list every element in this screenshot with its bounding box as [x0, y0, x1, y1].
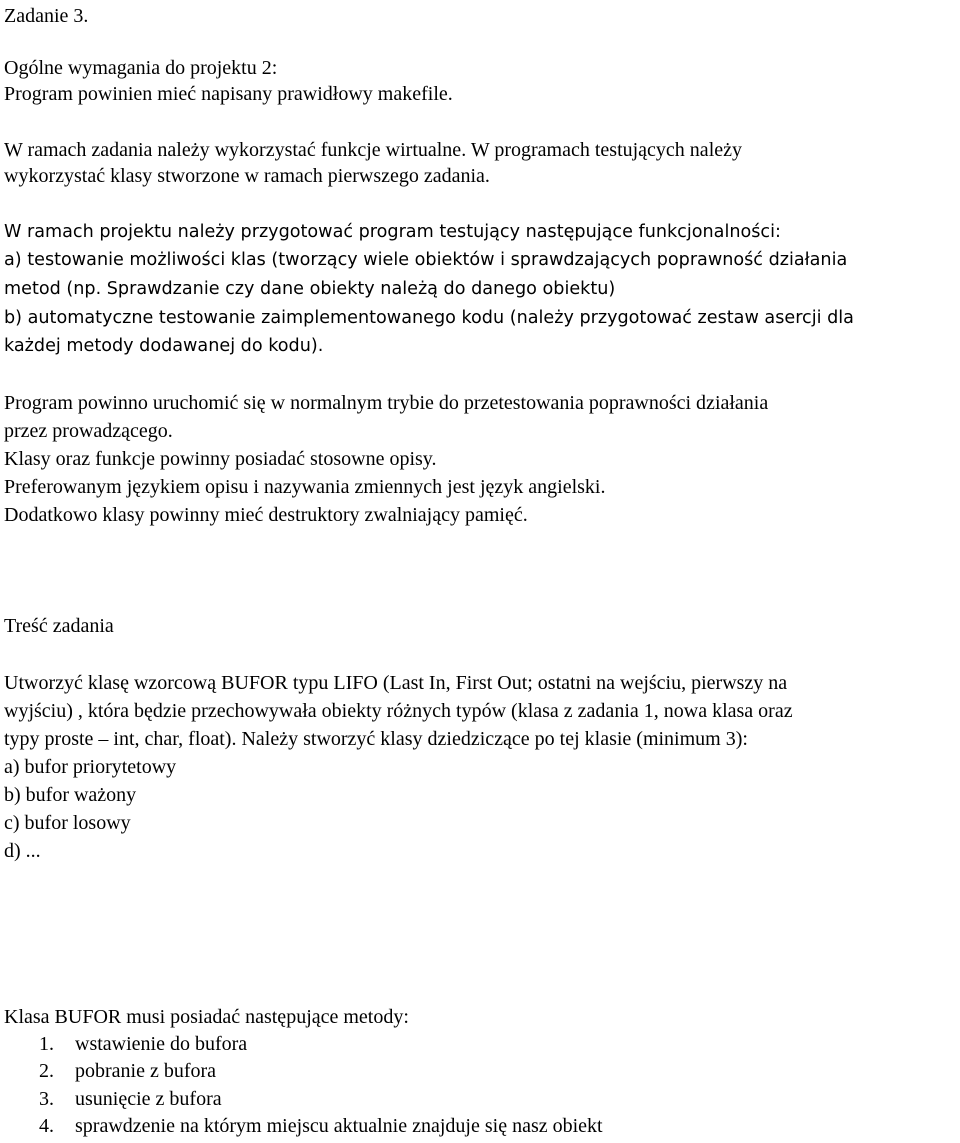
task-heading: Treść zadania: [4, 615, 114, 637]
project-line-4: b) automatyczne testowanie zaimplementowanego kodu (należy przygotować zestaw asercji dla: [4, 308, 854, 328]
buffer-type-item: b) bufor ważony: [4, 784, 137, 806]
project-line-1: W ramach projektu należy przygotować program testujący następujące funkcjonalności:: [4, 222, 781, 242]
method-text: wstawienie do bufora: [75, 1033, 248, 1055]
method-text: usunięcie z bufora: [75, 1088, 222, 1110]
task-line-3: typy proste – int, char, float). Należy stworzyć klasy dziedziczące po tej klasie (minimum 3):: [4, 728, 748, 750]
descriptions-requirement: Klasy oraz funkcje powinny posiadać stosowne opisy.: [4, 448, 437, 470]
buffer-type-item: a) bufor priorytetowy: [4, 756, 177, 778]
buffer-type-item: d) ...: [4, 840, 41, 862]
project-line-5: każdej metody dodawanej do kodu).: [4, 336, 324, 356]
virtual-functions-line-2: wykorzystać klasy stworzone w ramach pierwszego zadania.: [4, 165, 490, 187]
method-number: 1.: [39, 1033, 54, 1055]
buffer-type-item: c) bufor losowy: [4, 812, 131, 834]
program-run-line-2: przez prowadzącego.: [4, 420, 173, 442]
method-text: sprawdzenie na którym miejscu aktualnie znajduje się nasz obiekt: [75, 1115, 603, 1137]
method-text: pobranie z bufora: [75, 1060, 217, 1082]
general-requirements-heading: Ogólne wymagania do projektu 2:: [4, 57, 278, 79]
language-requirement: Preferowanym językiem opisu i nazywania zmiennych jest język angielski.: [4, 476, 606, 498]
project-line-3: metod (np. Sprawdzanie czy dane obiekty należą do danego obiektu): [4, 279, 616, 299]
task-line-1: Utworzyć klasę wzorcową BUFOR typu LIFO (Last In, First Out; ostatni na wejściu, pierwszy na: [4, 672, 788, 694]
method-number: 4.: [39, 1115, 54, 1137]
project-line-2: a) testowanie możliwości klas (tworzący wiele obiektów i sprawdzających poprawność działania: [4, 250, 848, 270]
destructors-requirement: Dodatkowo klasy powinny mieć destruktory zwalniający pamięć.: [4, 504, 528, 526]
method-number: 2.: [39, 1060, 54, 1082]
virtual-functions-line-1: W ramach zadania należy wykorzystać funkcje wirtualne. W programach testujących należy: [4, 139, 742, 161]
method-number: 3.: [39, 1088, 54, 1110]
page-title: Zadanie 3.: [4, 5, 89, 27]
methods-heading: Klasa BUFOR musi posiadać następujące metody:: [4, 1006, 409, 1028]
makefile-requirement: Program powinien mieć napisany prawidłowy makefile.: [4, 83, 453, 105]
program-run-line-1: Program powinno uruchomić się w normalnym trybie do przetestowania poprawności działania: [4, 392, 769, 414]
task-line-2: wyjściu) , która będzie przechowywała obiekty różnych typów (klasa z zadania 1, nowa klasa oraz: [4, 700, 793, 722]
